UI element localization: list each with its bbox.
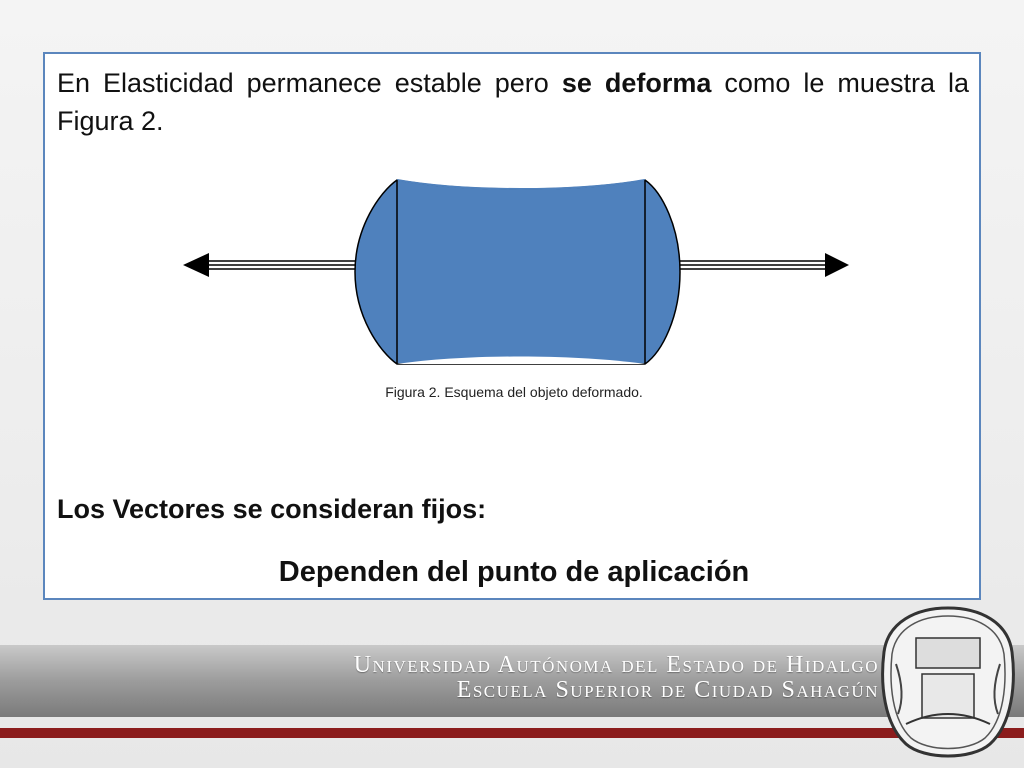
footer-university-name: Universidad Autónoma del Estado de Hidalgo: [353, 652, 879, 678]
intro-paragraph: [57, 64, 969, 140]
intro-text-end: como le muestra la Figura 2.: [57, 68, 969, 136]
footer-red-stripe: [0, 728, 1024, 738]
right-force-arrow: [675, 253, 849, 277]
deformed-body: [355, 180, 680, 364]
footer-school-name: Escuela Superior de Ciudad Sahagún: [456, 677, 879, 703]
heading-application-point: Dependen del punto de aplicación: [278, 556, 750, 588]
left-force-arrow: [183, 253, 360, 277]
heading-fixed-vectors: Los Vectores se consideran fijos:: [57, 494, 487, 524]
content-box: [43, 52, 981, 600]
deformed-object-figure: [175, 172, 855, 377]
university-crest-logo: [876, 604, 1021, 764]
intro-text-start: En Elasticidad permanece estable pero: [57, 68, 562, 98]
intro-text-bold: se deforma: [561, 68, 712, 98]
figure-caption: Figura 2. Esquema del objeto deformado.: [385, 384, 643, 400]
